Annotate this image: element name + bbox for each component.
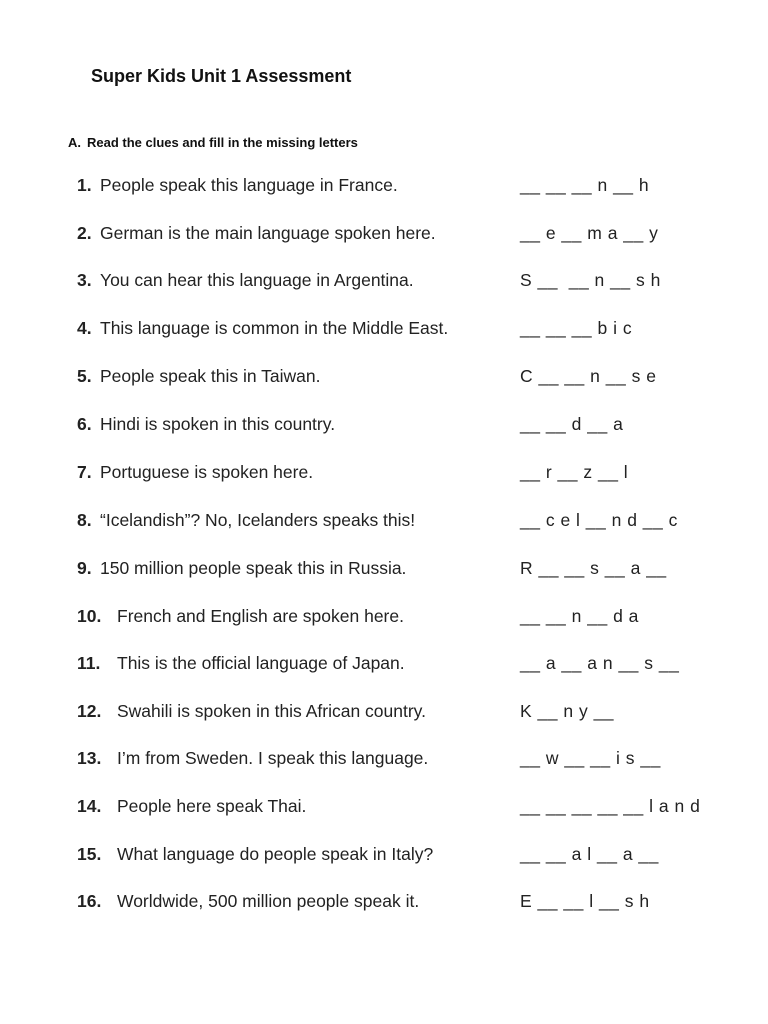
clue-text: “Icelandish”? No, Icelanders speaks this!: [100, 510, 416, 530]
clue-row: [0, 891, 768, 915]
clue-text: French and English are spoken here.: [117, 606, 404, 626]
clue-row: [0, 175, 768, 199]
clue-row: [0, 462, 768, 486]
answer-blank[interactable]: __ __ __ b i c: [520, 318, 633, 338]
clue-text: You can hear this language in Argentina.: [100, 270, 414, 290]
answer-blank[interactable]: S __ __ n __ s h: [520, 270, 661, 290]
answer-blank[interactable]: K __ n y __: [520, 701, 615, 721]
answer-blank[interactable]: __ r __ z __ l: [520, 462, 629, 482]
page-title: Super Kids Unit 1 Assessment: [91, 66, 352, 86]
clue-text: Worldwide, 500 million people speak it.: [117, 891, 420, 911]
answer-blank[interactable]: __ __ __ n __ h: [520, 175, 650, 195]
item-number: 1.: [77, 175, 92, 195]
item-number: 9.: [77, 558, 92, 578]
item-number: 15.: [77, 844, 102, 864]
clue-row: [0, 558, 768, 582]
item-number: 11.: [77, 653, 101, 673]
clue-row: [0, 748, 768, 772]
item-number: 12.: [77, 701, 102, 721]
item-number: 13.: [77, 748, 102, 768]
answer-blank[interactable]: __ e __ m a __ y: [520, 223, 659, 243]
clue-text: This language is common in the Middle East.: [100, 318, 449, 338]
answer-blank[interactable]: __ __ d __ a: [520, 414, 624, 434]
clue-text: What language do people speak in Italy?: [117, 844, 434, 864]
item-number: 10.: [77, 606, 102, 626]
answer-blank[interactable]: __ a __ a n __ s __: [520, 653, 680, 673]
clue-row: [0, 318, 768, 342]
clue-row: [0, 510, 768, 534]
answer-blank[interactable]: __ w __ __ i s __: [520, 748, 661, 768]
section-instruction: Read the clues and fill in the missing letters: [87, 135, 358, 150]
answer-blank[interactable]: __ __ a l __ a __: [520, 844, 659, 864]
clue-text: People speak this in Taiwan.: [100, 366, 321, 386]
answer-blank[interactable]: E __ __ l __ s h: [520, 891, 650, 911]
section-heading: [68, 135, 358, 150]
clue-text: Portuguese is spoken here.: [100, 462, 314, 482]
answer-blank[interactable]: C __ __ n __ s e: [520, 366, 657, 386]
clue-text: This is the official language of Japan.: [117, 653, 405, 673]
clue-text: People speak this language in France.: [100, 175, 398, 195]
clue-text: Swahili is spoken in this African country.: [117, 701, 426, 721]
item-number: 8.: [77, 510, 92, 530]
item-number: 4.: [77, 318, 92, 338]
clue-row: [0, 223, 768, 247]
item-number: 7.: [77, 462, 92, 482]
item-number: 14.: [77, 796, 102, 816]
answer-blank[interactable]: R __ __ s __ a __: [520, 558, 667, 578]
clue-row: [0, 414, 768, 438]
clue-row: [0, 366, 768, 390]
clue-row: [0, 606, 768, 630]
answer-blank[interactable]: __ c e l __ n d __ c: [520, 510, 678, 530]
clue-text: 150 million people speak this in Russia.: [100, 558, 407, 578]
clue-row: [0, 844, 768, 868]
clue-row: [0, 701, 768, 725]
section-letter: A.: [68, 135, 81, 150]
item-number: 3.: [77, 270, 92, 290]
answer-blank[interactable]: __ __ __ __ __ l a n d: [520, 796, 701, 816]
clue-text: German is the main language spoken here.: [100, 223, 436, 243]
item-number: 6.: [77, 414, 92, 434]
clue-text: I’m from Sweden. I speak this language.: [117, 748, 429, 768]
item-number: 16.: [77, 891, 102, 911]
item-number: 2.: [77, 223, 92, 243]
clue-row: [0, 270, 768, 294]
clue-row: [0, 653, 768, 677]
clue-row: [0, 796, 768, 820]
clue-text: People here speak Thai.: [117, 796, 307, 816]
item-number: 5.: [77, 366, 92, 386]
clue-text: Hindi is spoken in this country.: [100, 414, 336, 434]
answer-blank[interactable]: __ __ n __ d a: [520, 606, 639, 626]
